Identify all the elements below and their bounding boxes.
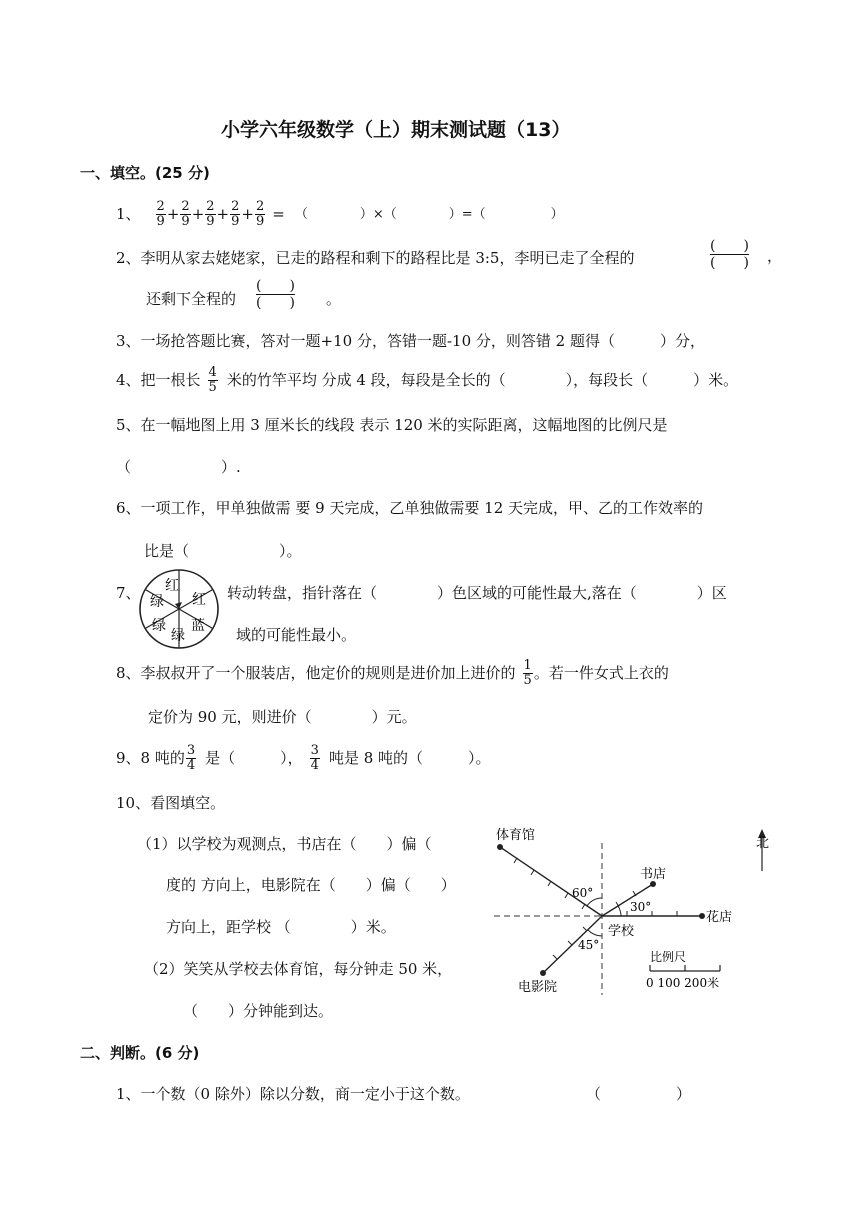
question-5-line-1: 5、在一幅地图上用 3 厘米长的线段 表示 120 米的实际距离，这幅地图的比例尺是 [116, 416, 668, 434]
question-4 [116, 360, 738, 400]
direction-map [490, 825, 790, 1005]
question-7-line-1: 转动转盘，指针落在（ ）色区域的可能性最大,落在（ ）区 [227, 584, 727, 602]
answer-blanks: （ ）×（ ）=（ ） [294, 206, 564, 222]
section-heading-fill-blank: 一、填空。(25 分) [80, 164, 210, 182]
school-label: 学校 [608, 924, 635, 939]
question-5-line-2: （ ）. [116, 458, 241, 476]
page-title: 小学六年级数学（上）期末测试题（13） [221, 119, 571, 141]
angle-45-label: 45° [578, 938, 600, 952]
spinner-wheel [138, 568, 220, 650]
question-2-fraction-blank-2: ( ) ( ) [256, 278, 295, 312]
question-3: 3、一场抢答题比赛，答对一题+10 分，答错一题-10 分，则答错 2 题得（ ）分， [116, 332, 705, 350]
fraction: $\frac{2}{9}$ [255, 199, 265, 229]
question-1 [116, 200, 564, 228]
plus-sign: + [216, 204, 230, 223]
question-10-part-2-line-2: （ ）分钟能到达。 [183, 1002, 334, 1020]
fraction: $\frac{2}{9}$ [231, 199, 240, 229]
north-label: 北 [756, 836, 770, 851]
judgment-1-blank: （ ） [586, 1085, 692, 1103]
question-7-line-2: 域的可能性最小。 [236, 626, 357, 644]
question-8-post: 。若一件女式上衣的 [533, 663, 669, 682]
question-9-mid: 是（ ）， [205, 748, 303, 767]
wheel-label-green: 绿 [150, 594, 164, 610]
section-heading-judgment: 二、判断。(6 分) [80, 1044, 200, 1062]
question-9-post: 吨是 8 吨的（ ）。 [328, 748, 491, 767]
comma: ， [767, 247, 783, 265]
question-10-part-2-line-1: （2）笑笑从学校去体育馆，每分钟走 50 米， [144, 960, 453, 978]
fraction: $\frac{2}{9}$ [181, 199, 190, 229]
plus-sign: + [166, 204, 180, 223]
cinema-point [540, 970, 546, 976]
wheel-label-green: 绿 [152, 618, 166, 634]
fraction: $\frac{3}{4}$ [310, 742, 319, 773]
plus-sign: + [241, 204, 254, 223]
question-10-heading: 10、看图填空。 [116, 794, 226, 812]
question-2-line-1: 2、李明从家去姥姥家，已走的路程和剩下的路程比是 3:5，李明已走了全程的 [116, 249, 635, 267]
period: 。 [326, 290, 342, 308]
question-2-fraction-blank: ( ) ( ) [710, 238, 749, 272]
cinema-label: 电影院 [518, 980, 558, 995]
gym-label: 体育馆 [496, 828, 536, 843]
angle-60-label: 60° [572, 886, 594, 900]
scale-title: 比例尺 [650, 950, 687, 964]
angle-30-label: 30° [630, 900, 652, 914]
question-9-pre: 9、8 吨的 [116, 748, 185, 767]
question-6-line-2: 比是（ ）。 [144, 542, 302, 560]
flower-shop-label: 花店 [706, 910, 733, 925]
judgment-1: 1、一个数（0 除外）除以分数，商一定小于这个数。 [116, 1085, 470, 1103]
question-8 [116, 653, 669, 693]
fraction: $\frac{4}{5}$ [208, 364, 217, 395]
flower-shop-point [699, 913, 705, 919]
question-4-pre: 4、把一根长 [116, 370, 201, 389]
equals-sign: = [272, 204, 285, 223]
scale-ticks: 0 100 200米 [646, 976, 720, 990]
fraction: $\frac{1}{5}$ [523, 657, 532, 688]
bookstore-label: 书店 [640, 867, 667, 882]
gym-point [497, 844, 503, 850]
question-8-line-2: 定价为 90 元，则进价（ ）元。 [148, 708, 417, 726]
question-6-line-1: 6、一项工作，甲单独做需 要 9 天完成，乙单独做需要 12 天完成，甲、乙的工作效率的 [116, 499, 704, 517]
wheel-label-red: 红 [165, 578, 179, 594]
question-number: 7、 [116, 584, 141, 602]
question-4-post: 米的竹竿平均 分成 4 段，每段是全长的（ ），每段长（ ）米。 [226, 370, 739, 389]
question-2-line-2: 还剩下全程的 [146, 290, 237, 308]
wheel-label-blue: 蓝 [191, 618, 205, 634]
question-10-part-1-line-2: 度的 方向上，电影院在（ ）偏（ ） [166, 876, 456, 894]
question-9 [116, 738, 491, 778]
question-10-part-1-line-1: （1）以学校为观测点，书店在（ ）偏（ [137, 835, 432, 853]
wheel-label-green: 绿 [171, 628, 185, 644]
question-8-pre: 8、李叔叔开了一个服装店，他定价的规则是进价加上进价的 [116, 663, 516, 682]
fraction: $\frac{2}{9}$ [206, 199, 215, 229]
fraction: $\frac{3}{4}$ [186, 742, 196, 773]
question-number: 1、 [116, 204, 141, 223]
wheel-label-red: 红 [192, 592, 206, 608]
fraction: $\frac{2}{9}$ [156, 199, 165, 229]
question-10-part-1-line-3: 方向上，距学校 （ ）米。 [166, 918, 396, 936]
plus-sign: + [191, 204, 205, 223]
